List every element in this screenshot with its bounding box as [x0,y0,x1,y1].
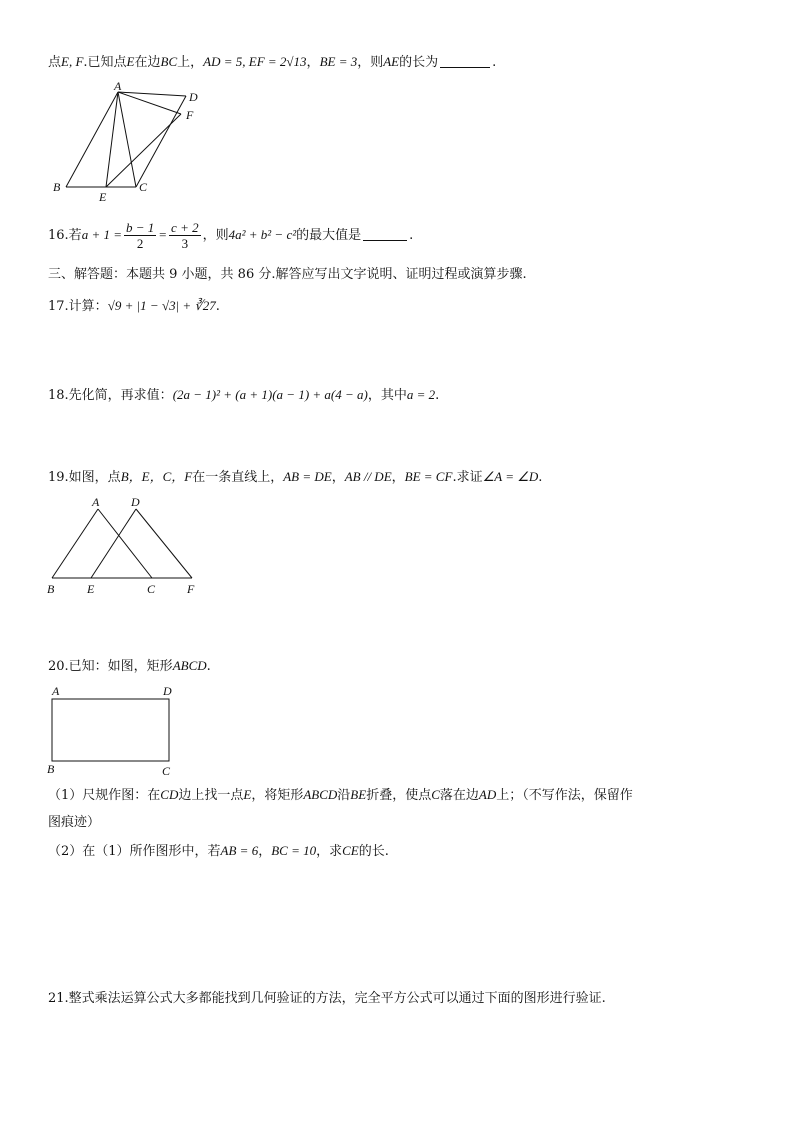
label-f: F [187,582,195,596]
label-d: D [189,90,198,104]
q18-text: 18.先化简，再求值：(2a − 1)² + (a + 1)(a − 1) + a(4 − a)，其中a = 2. [48,387,440,403]
label-d: D [131,495,140,509]
q15-text: 点E, F.已知点E在边BC上，AD = 5, EF = 2√13，BE = 3，则AE的长为 . [48,54,497,70]
figure-two-triangles [44,492,214,602]
label-c: C [147,582,156,596]
q19-text: 19.如图，点B，E，C，F在一条直线上，AB = DE，AB // DE，BE = CF.求证∠A = ∠D. [48,469,543,485]
label-a: A [114,80,122,93]
label-a: A [52,684,60,698]
section-header: 三、解答题：本题共 9 小题，共 86 分.解答应写出文字说明、证明过程或演算步骤. [48,267,527,282]
answer-blank [440,55,490,68]
label-c: C [139,180,148,194]
label-e: E [99,190,107,204]
segment-ef [106,114,181,187]
q20-part1-cont: 图痕迹） [48,815,101,830]
q16-text: 16.若a + 1 = $\frac{b - 1}{2}$ = $\frac{c + 2}{3}$ ，则4a² + b² − c²的最大值是 . [48,220,414,251]
label-d: D [163,684,172,698]
label-b: B [47,582,55,596]
answer-blank [363,228,407,241]
label-b: B [53,180,61,194]
label-f: F [186,108,194,122]
segment-dc [136,96,186,187]
q20-text: 20.已知：如图，矩形ABCD. [48,658,211,674]
segment-de [91,509,136,578]
segment-ab [52,509,98,578]
figure-parallelogram [48,80,218,205]
rectangle-abcd [52,699,169,761]
label-c: C [162,764,171,778]
label-b: B [47,762,55,776]
q20-part1: （1）尺规作图：在CD边上找一点E，将矩形ABCD沿BE折叠，使点C落在边AD上；（不写作法，保留作 [48,787,633,803]
figure-rectangle [44,681,184,779]
fraction-c: $\frac{c + 2}{3}$ [171,220,199,251]
segment-ae [106,92,118,187]
label-e: E [87,582,95,596]
fraction-b: $\frac{b - 1}{2}$ [125,220,155,251]
segment-ab [66,92,118,187]
label-a: A [92,495,100,509]
q17-text: 17.计算：√9 + |1 − √3| + ∛27. [48,298,220,314]
q21-text: 21.整式乘法运算公式大多都能找到几何验证的方法，完全平方公式可以通过下面的图形进行验证. [48,991,606,1006]
q20-part2: （2）在（1）所作图形中，若AB = 6，BC = 10，求CE的长. [48,843,389,859]
